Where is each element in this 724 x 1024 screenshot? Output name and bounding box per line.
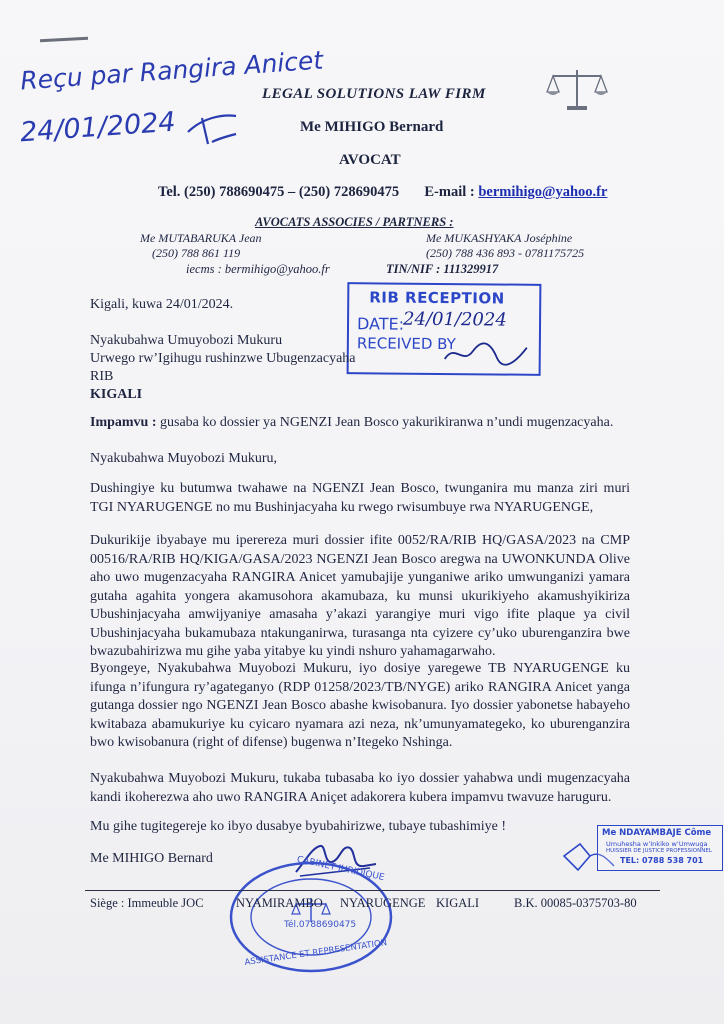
partner1-phone: (250) 788 861 119	[152, 246, 241, 260]
footer-divider	[85, 890, 660, 891]
stamp-title: RIB RECEPTION	[369, 288, 505, 308]
contact-line	[158, 184, 607, 201]
rib-reception-stamp	[347, 282, 542, 376]
lawyer-name: Me MIHIGO Bernard	[300, 119, 444, 135]
stamp-date-label: DATE:	[356, 314, 405, 334]
place-date: Kigali, kuwa 24/01/2024.	[90, 297, 234, 312]
lawyer-title: AVOCAT	[339, 152, 401, 168]
footer-siege: Siège : Immeuble JOC	[90, 896, 204, 910]
paragraph-4: Nyakubahwa Muyobozi Mukuru, tukaba tubasaba ko iyo dossier yahabwa undi mugenzacyaha kandi ikoherezwa aho uwo RANGIRA Aniçet adakorera kubera impamvu twavuze haruguru.	[90, 771, 630, 805]
closing-line: Mu gihe tugitegereje ko ibyo dusabye byubahirizwe, tubaye tubashimiye !	[90, 819, 507, 834]
iecms-email: iecms : bermihigo@yahoo.fr	[186, 262, 330, 276]
paragraph-3: Byongeye, Nyakubahwa Muyobozi Mukuru, iyo dosiye yaregewe TB NYARUGENGE ku ifunga n’ifungura ry’agateganyo (RDP 01258/2023/TB/NYGE) ariko RANGIRA Anicet yanga gutanga dossier ngo NGENZI Jean Bosco abashe kwisobanura. Iyo dossier yabonetse habayeho kwitabaza abamukuriye ku cyicaro nyamara azi neza, nk’umunyamategeko, ko uburenganzira bwo kwisobanura (right of difense) bugenwa n’Itegeko Nshinga.	[90, 661, 630, 750]
seal-text-top: CABINET JURIDIQUE	[295, 854, 386, 884]
tin-number: TIN/NIF : 111329917	[386, 262, 499, 276]
seal-text-bottom: ASSISTANCE ET REPRESENTATION	[244, 938, 388, 968]
subject-line	[90, 414, 613, 432]
stamp-date-value: 24/01/2024	[402, 308, 507, 331]
partner2-phone: (250) 788 436 893 - 0781175725	[426, 246, 585, 260]
partners-heading: AVOCATS ASSOCIES / PARTNERS :	[255, 215, 454, 229]
bailiff-line2: HUISSIER DE JUSTICE PROFESSIONNEL	[606, 848, 712, 854]
footer-city: KIGALI	[436, 896, 480, 910]
bailiff-name: Me NDAYAMBAJE Côme	[602, 828, 712, 838]
email-link[interactable]: bermihigo@yahoo.fr	[478, 184, 608, 200]
phone-numbers: Tel. (250) 788690475 – (250) 728690475	[158, 184, 400, 200]
bailiff-tel: TEL: 0788 538 701	[620, 856, 704, 865]
punch-mark	[40, 37, 88, 43]
subject-label: Impamvu :	[90, 415, 157, 430]
recipient-line1: Nyakubahwa Umuyobozi Mukuru	[90, 333, 283, 348]
footer-district: NYAMIRAMBO	[236, 896, 323, 910]
signatory-name: Me MIHIGO Bernard	[90, 851, 213, 866]
salutation: Nyakubahwa Muyobozi Mukuru,	[90, 451, 278, 466]
firm-name: LEGAL SOLUTIONS LAW FIRM	[262, 86, 486, 102]
partner2-name: Me MUKASHYAKA Joséphine	[426, 231, 573, 245]
stamp-signature-icon	[441, 339, 531, 368]
email-label: E-mail :	[424, 184, 475, 200]
scales-of-justice-icon	[545, 66, 609, 112]
handwritten-received-date: 24/01/2024	[19, 106, 177, 149]
paragraph-1: Dushingiye ku butumwa twahawe na NGENZI Jean Bosco, twunganira mu manza ziri muri TGI NYARUGENGE no mu Bushinjacyaha ku rwego rwisumbuye rwa NYARUGENGE,	[90, 481, 630, 515]
footer-district2: NYARUGENGE	[340, 896, 426, 910]
recipient-line4: KIGALI	[90, 387, 143, 402]
partner1-name: Me MUTABARUKA Jean	[140, 231, 262, 245]
stamp-received-label: RECEIVED BY	[356, 334, 456, 354]
handwritten-received-note: Reçu par Rangira Anicet	[19, 45, 325, 96]
handwritten-initials-icon	[182, 110, 242, 150]
seal-tel: Tél.0788690475	[284, 920, 357, 930]
footer-bank: B.K. 00085-0375703-80	[514, 896, 637, 910]
bailiff-line1: Umuhesha w’Inkiko w’Umwuga	[606, 840, 708, 848]
recipient-line3: RIB	[90, 369, 114, 384]
paragraph-2: Dukurikije ibyabaye mu iperereza muri dossier ifite 0052/RA/RIB HQ/GASA/2023 na CMP 00516/RA/RIB HQ/KIGA/GASA/2023 NGENZI Jean Bosco aregwa na UWONKUNDA Olive aho uwo mugenzacyaha RANGIRA Anicet yamubajije yunganiwe ariko umwunganizi yamara gutaha agahita yongera akamusohora akamubaza, ku munsi ukurikiyeho akamushyikiriza Ubushinjacyaha amwijyaniye amasaha y’akazi yarangiye muri vigo ifite plaque ya civil Ubushinjacyaha bukamubaza ntakunganirwa, turasanga nta cyizere cy’uko uburenganzira bwe bwazubahirizwa mu gihe yaba yitabye ku yindi nshuro yahamagarwaho.	[90, 533, 630, 659]
subject-text: gusaba ko dossier ya NGENZI Jean Bosco yakurikiranwa n’undi mugenzacyaha.	[156, 415, 614, 430]
bailiff-stamp	[597, 825, 723, 871]
recipient-line2: Urwego rw’Igihugu rushinzwe Ubugenzacyaha	[90, 351, 356, 366]
